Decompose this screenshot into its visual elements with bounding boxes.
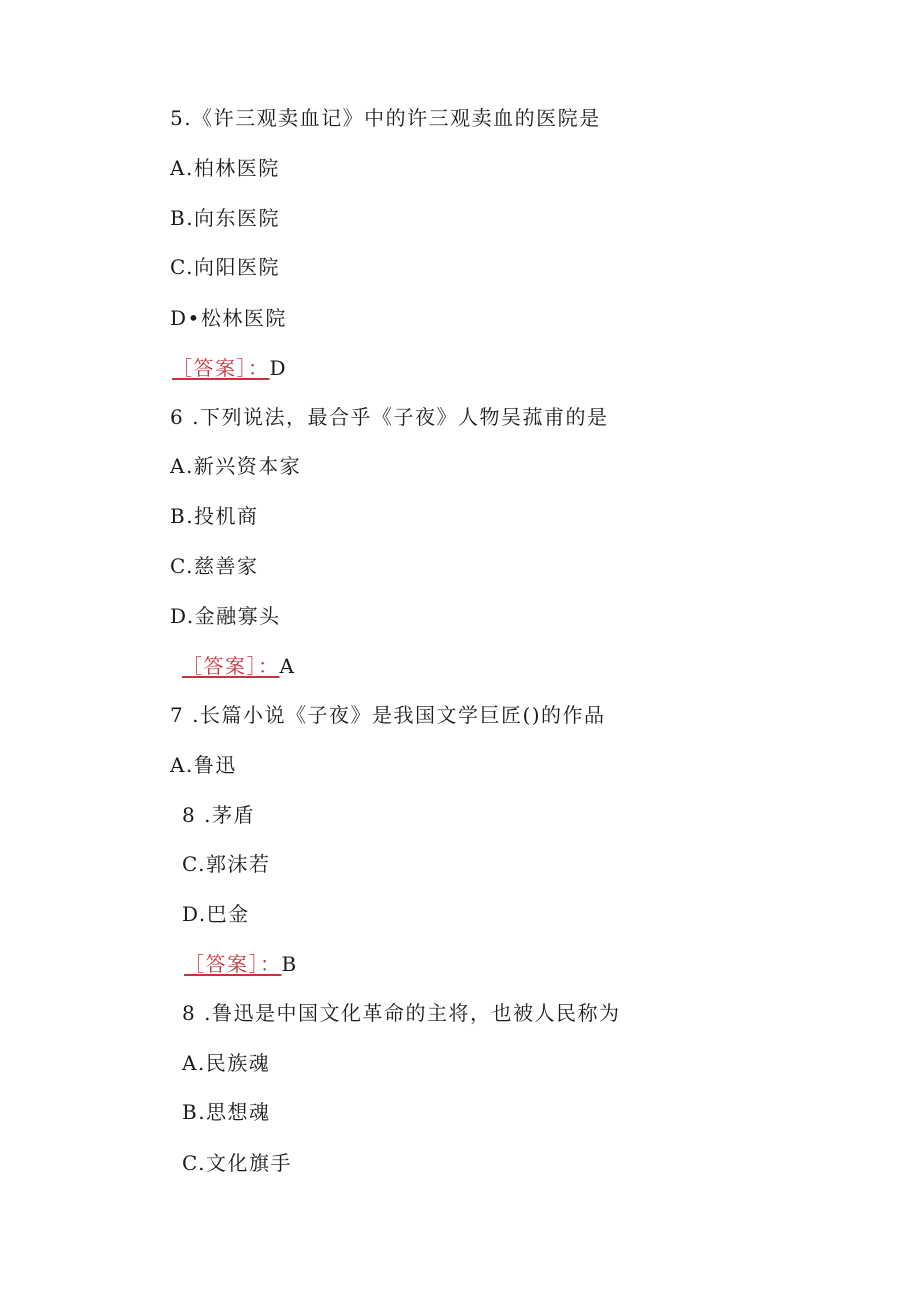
answer-label: ［答案］： bbox=[184, 952, 282, 976]
question-5-stem: 5.《许三观卖血记》中的许三观卖血的医院是 bbox=[170, 106, 601, 130]
answer-value: B bbox=[281, 952, 298, 976]
question-7-option-a: A.鲁迅 bbox=[170, 753, 237, 777]
question-7-option-d: D.巴金 bbox=[182, 902, 250, 926]
question-6-option-b: B.投机商 bbox=[170, 504, 259, 528]
question-5-option-c: C.向阳医院 bbox=[170, 255, 280, 279]
question-6-option-c: C.慈善家 bbox=[170, 554, 259, 578]
question-6-stem: 6 .下列说法，最合乎《子夜》人物吴菰甫的是 bbox=[170, 405, 609, 429]
answer-value: A bbox=[279, 654, 296, 678]
answer-value: D bbox=[269, 356, 288, 380]
question-7-stem: 7 .长篇小说《子夜》是我国文学巨匠()的作品 bbox=[170, 703, 606, 727]
question-8-option-c: C.文化旗手 bbox=[182, 1151, 292, 1175]
question-8-option-b: B.思想魂 bbox=[182, 1100, 271, 1124]
question-7-answer bbox=[184, 951, 298, 977]
answer-label: ［答案］： bbox=[172, 356, 270, 380]
question-8-option-a: A.民族魂 bbox=[182, 1051, 271, 1075]
question-6-option-d: D.金融寡头 bbox=[170, 604, 281, 628]
question-8-stem: 8 .鲁迅是中国文化革命的主将，也被人民称为 bbox=[182, 1001, 621, 1025]
answer-label: ［答案］： bbox=[182, 654, 280, 678]
question-5-option-d: D•松林医院 bbox=[170, 306, 287, 330]
question-7-option-b: 8 .茅盾 bbox=[182, 803, 255, 827]
question-5-answer bbox=[172, 355, 287, 381]
question-5-option-b: B.向东医院 bbox=[170, 206, 281, 230]
question-6-answer bbox=[182, 653, 295, 679]
question-5-option-a: A.柏林医院 bbox=[170, 156, 280, 180]
question-7-option-c: C.郭沫若 bbox=[182, 852, 271, 876]
question-6-option-a: A.新兴资本家 bbox=[170, 454, 302, 478]
